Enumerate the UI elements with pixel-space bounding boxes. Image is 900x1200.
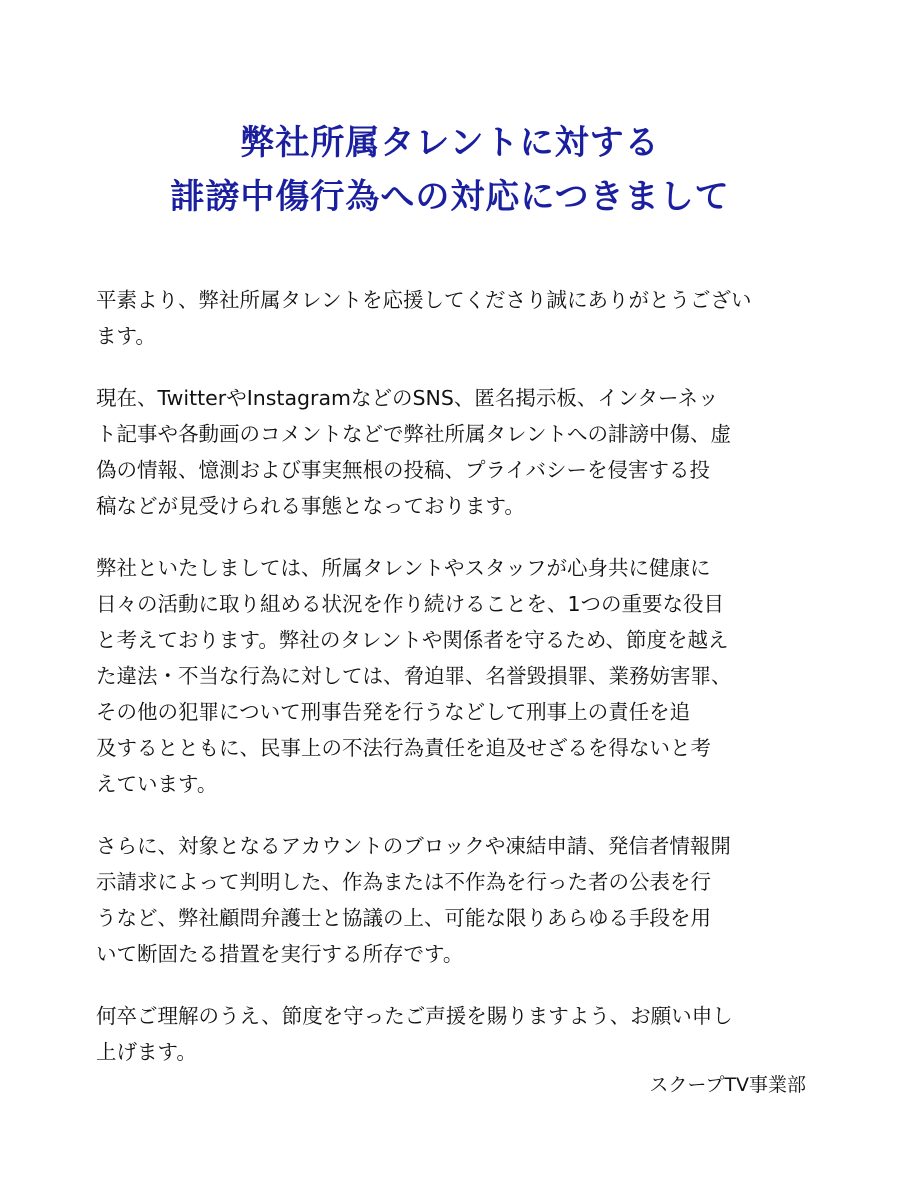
- paragraph-company-policy: [96, 550, 808, 802]
- paragraph-measures: [96, 828, 808, 972]
- text-line: ト記事や各動画のコメントなどで弊社所属タレントへの誹謗中傷、虚: [96, 422, 731, 446]
- text-line: うなど、弊社顧問弁護士と協議の上、可能な限りあらゆる手段を用: [96, 906, 711, 930]
- text-line: さらに、対象となるアカウントのブロックや凍結申請、発信者情報開: [96, 834, 731, 858]
- statement-body: [96, 282, 808, 1096]
- title-line-2: 誹謗中傷行為への対応につきまして: [170, 177, 730, 217]
- text-line: 上げます。: [96, 1040, 197, 1064]
- text-line: いて断固たる措置を実行する所存です。: [96, 942, 464, 966]
- title-line-1: 弊社所属タレントに対する: [240, 123, 660, 163]
- text-line: と考えております。弊社のタレントや関係者を守るため、節度を越え: [96, 628, 729, 652]
- signature-department: スクープTV事業部: [649, 1074, 806, 1096]
- text-line: 示請求によって判明した、作為または不作為を行った者の公表を行: [96, 870, 711, 894]
- text-line: 偽の情報、憶測および事実無根の投稿、プライバシーを侵害する投: [96, 458, 710, 482]
- text-line: 稿などが見受けられる事態となっております。: [96, 494, 525, 518]
- page-title: [0, 116, 900, 224]
- paragraph-closing-request: [96, 998, 808, 1070]
- text-line: えています。: [96, 772, 218, 796]
- text-line: その他の犯罪について刑事告発を行うなどして刑事上の責任を追: [96, 700, 691, 724]
- text-line: 平素より、弊社所属タレントを応援してくださり誠にありがとうござい: [96, 288, 752, 312]
- text-line: 弊社といたしましては、所属タレントやスタッフが心身共に健康に: [96, 556, 711, 580]
- text-line: ます。: [96, 324, 156, 348]
- text-line: 日々の活動に取り組める状況を作り続けることを、1つの重要な役目: [96, 592, 725, 616]
- paragraph-current-situation: [96, 380, 808, 524]
- text-line: 何卒ご理解のうえ、節度を守ったご声援を賜りますよう、お願い申し: [96, 1004, 733, 1028]
- paragraph-greeting: [96, 282, 808, 354]
- text-line: 及するとともに、民事上の不法行為責任を追及せざるを得ないと考: [96, 736, 711, 760]
- text-line: 現在、TwitterやInstagramなどのSNS、匿名掲示板、インターネッ: [96, 386, 719, 410]
- text-line: た違法・不当な行為に対しては、脅迫罪、名誉毀損罪、業務妨害罪、: [96, 664, 732, 688]
